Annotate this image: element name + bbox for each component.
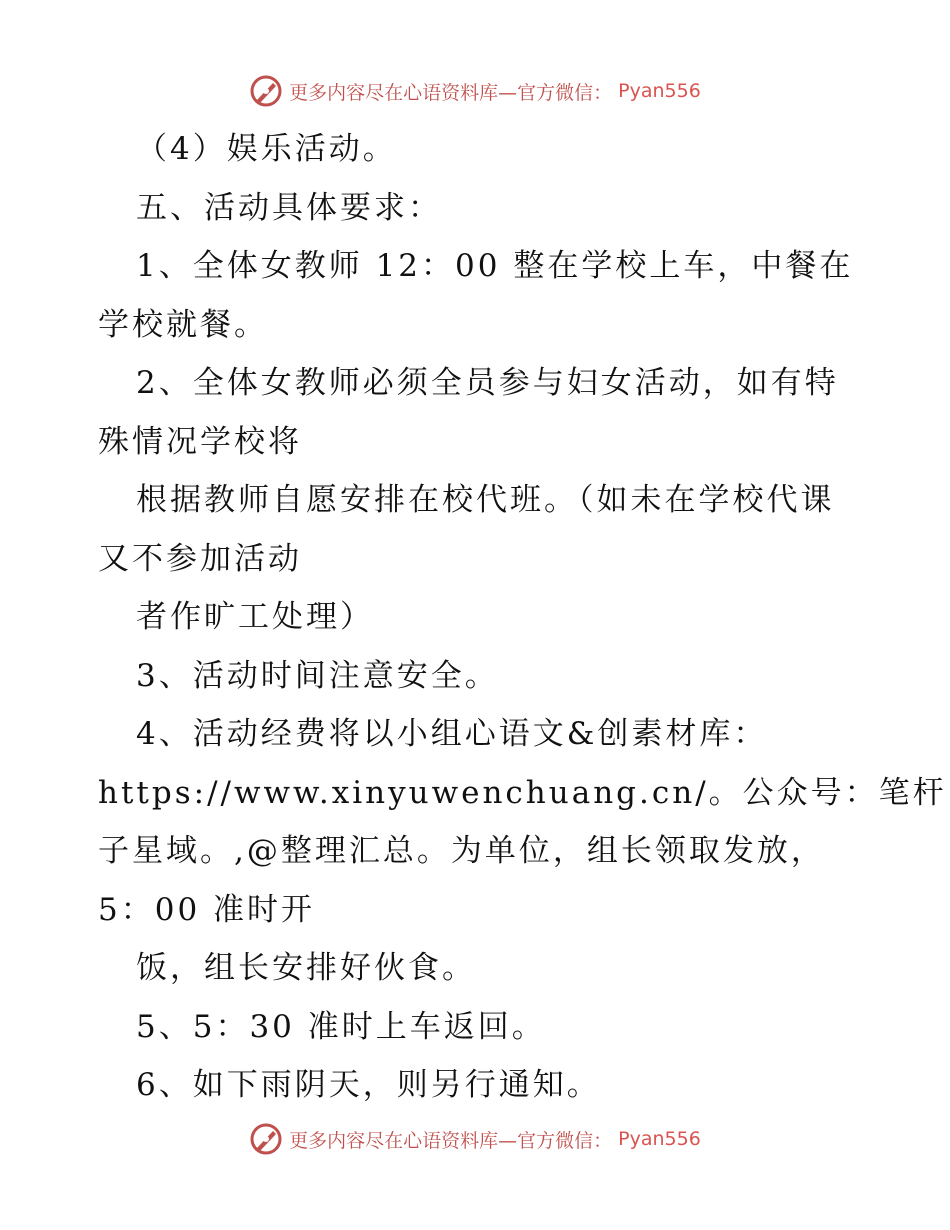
text-line: 3、活动时间注意安全。 [136,657,499,694]
document-body [98,120,947,1115]
text-line: 学校就餐。 [98,306,268,343]
pen-logo-icon [249,1122,283,1156]
text-line: 五、活动具体要求： [136,189,442,226]
banner-text: 更多内容尽在心语资料库—官方微信： [289,1129,613,1152]
pen-logo-icon [249,74,283,108]
text-line: 5、5：30 准时上车返回。 [136,1008,546,1045]
banner-wechat: Pyan556 [618,1128,701,1150]
text-line: 4、活动经费将以小组心语文&创素材库： [136,716,768,752]
text-line: 5：00 准时开 [98,891,316,928]
text-line: 饭，组长安排好伙食。 [136,950,476,986]
text-line: 又不参加活动 [98,540,302,577]
header-banner [0,74,950,108]
footer-banner [0,1122,950,1156]
text-line: 子星域。,@整理汇总。为单位，组长领取发放， [98,833,825,869]
text-line: 1、全体女教师 12：00 整在学校上车，中餐在 [136,248,854,284]
text-line: 根据教师自愿安排在校代班。（如未在学校代课 [136,482,835,518]
text-line: 2、全体女教师必须全员参与妇女活动，如有特 [136,365,839,401]
banner-wechat: Pyan556 [618,80,701,102]
text-line: https://www.xinyuwenchuang.cn/。公众号：笔杆 [98,774,947,811]
text-line: 者作旷工处理） [136,599,374,635]
text-line: （4）娱乐活动。 [136,131,397,167]
banner-text: 更多内容尽在心语资料库—官方微信： [289,81,613,104]
text-line: 殊情况学校将 [98,423,302,460]
text-line: 6、如下雨阴天，则另行通知。 [136,1067,601,1103]
